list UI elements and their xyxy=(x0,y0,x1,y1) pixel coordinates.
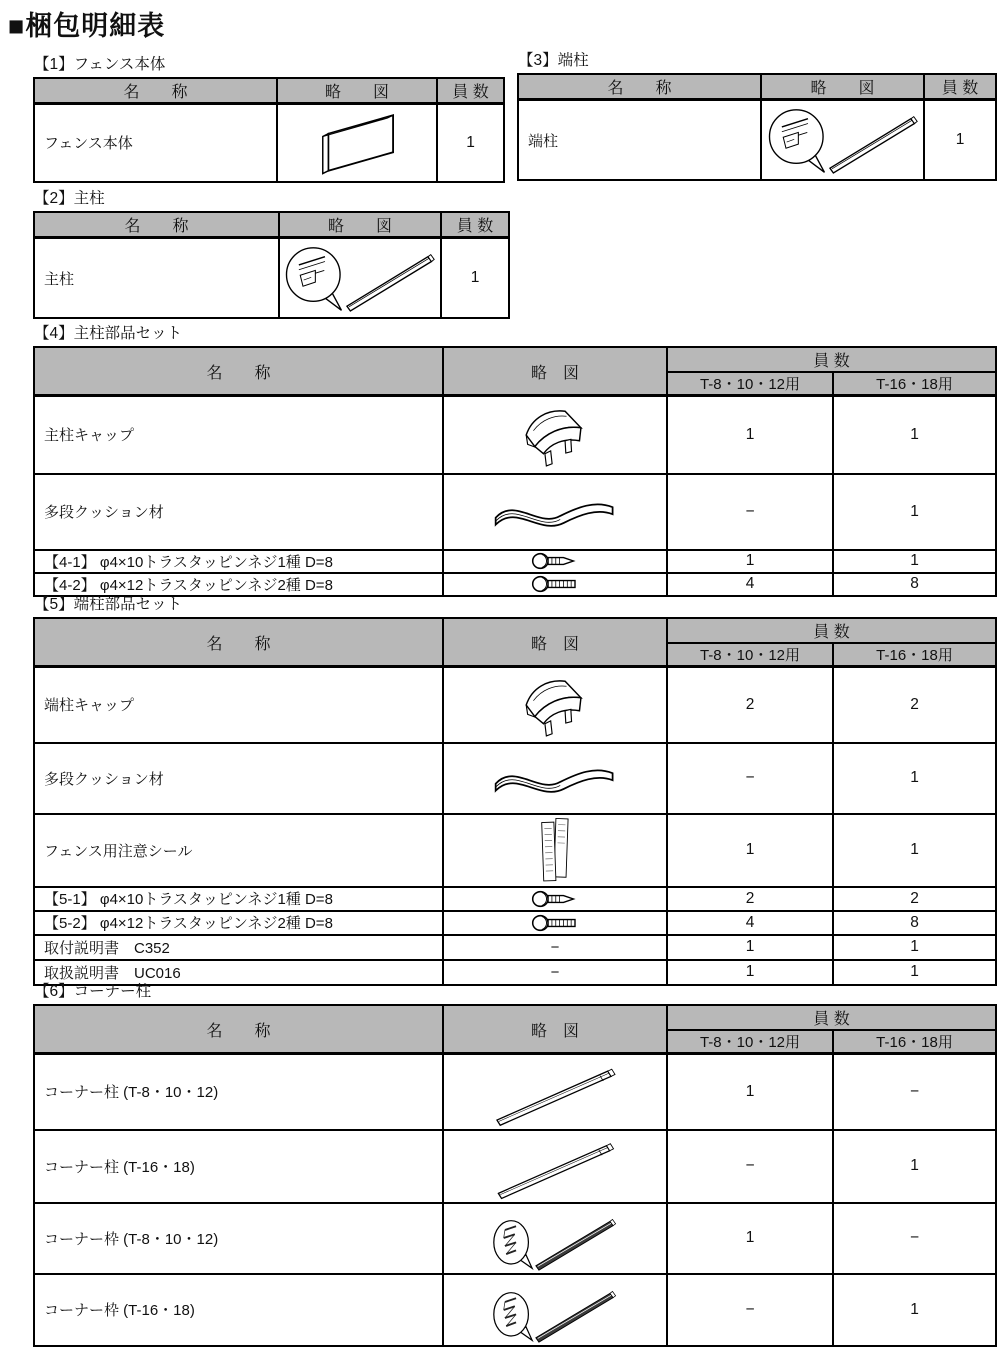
t1-header-qty: 員 数 xyxy=(437,78,504,104)
qty-cell: 4 xyxy=(667,573,833,596)
qty-cell: − xyxy=(667,743,833,814)
diagram-cell xyxy=(443,814,667,887)
t3-header-diagram: 略 図 xyxy=(761,74,924,100)
post-detail-icon xyxy=(764,101,922,179)
table-row xyxy=(34,238,509,319)
table-row xyxy=(34,743,996,814)
t1-header-name: 名 称 xyxy=(34,78,277,104)
diagram-cell xyxy=(443,1203,667,1274)
corner-post-icon xyxy=(480,1131,630,1201)
qty-cell: 1 xyxy=(667,814,833,887)
name-cell: 多段クッション材 xyxy=(34,743,443,814)
caution-sticker-icon xyxy=(534,815,577,885)
qty-cell: − xyxy=(667,1274,833,1346)
qty-cell: 1 xyxy=(667,1054,833,1130)
table-6 xyxy=(33,1004,997,1347)
table-row xyxy=(34,667,996,743)
t6-header-diagram: 略 図 xyxy=(443,1005,667,1054)
qty-cell: 1 xyxy=(437,104,504,182)
t5-header-qty-col1: T-8・10・12用 xyxy=(667,643,833,667)
cap-icon xyxy=(500,669,610,741)
diagram-cell xyxy=(443,743,667,814)
table-2 xyxy=(33,211,510,319)
t5-header-qty-col2: T-16・18用 xyxy=(833,643,996,667)
table-row xyxy=(34,960,996,985)
name-cell: フェンス用注意シール xyxy=(34,814,443,887)
qty-cell: 1 xyxy=(833,960,996,985)
qty-cell: 4 xyxy=(667,911,833,935)
cap-icon xyxy=(500,399,610,471)
t5-header-name: 名 称 xyxy=(34,618,443,667)
section-1-label: 【1】フェンス本体 xyxy=(34,56,166,73)
qty-cell: 2 xyxy=(667,667,833,743)
table-row xyxy=(34,474,996,550)
diagram-cell xyxy=(279,238,441,319)
t6-header-qty: 員 数 xyxy=(667,1005,996,1030)
qty-cell: 1 xyxy=(833,396,996,474)
qty-cell: − xyxy=(833,1203,996,1274)
diagram-cell xyxy=(443,396,667,474)
t1-header-diagram: 略 図 xyxy=(277,78,437,104)
name-cell: 取扱説明書 UC016 xyxy=(34,960,443,985)
section-1 xyxy=(33,56,505,183)
section-2 xyxy=(33,190,510,319)
table-row xyxy=(34,887,996,911)
name-cell: 主柱キャップ xyxy=(34,396,443,474)
table-5 xyxy=(33,617,997,986)
t3-header-name: 名 称 xyxy=(518,74,761,100)
qty-cell: 1 xyxy=(833,550,996,573)
section-6-label: 【6】コーナー柱 xyxy=(34,983,152,1000)
diagram-cell xyxy=(277,104,437,182)
qty-cell: − xyxy=(833,1054,996,1130)
qty-cell: 2 xyxy=(833,667,996,743)
qty-cell: 1 xyxy=(833,1274,996,1346)
name-cell: 【4-2】 φ4×12トラスタッピンネジ2種 D=8 xyxy=(34,573,443,596)
t4-header-name: 名 称 xyxy=(34,347,443,396)
t4-header-qty: 員 数 xyxy=(667,347,996,372)
diagram-cell xyxy=(443,550,667,573)
diagram-cell xyxy=(443,573,667,596)
name-cell: 【4-1】 φ4×10トラスタッピンネジ1種 D=8 xyxy=(34,550,443,573)
diagram-cell xyxy=(443,911,667,935)
table-row xyxy=(34,911,996,935)
diagram-cell xyxy=(443,1054,667,1130)
corner-frame-detail-icon xyxy=(480,1204,630,1272)
section-5 xyxy=(33,596,997,986)
diagram-cell xyxy=(443,1274,667,1346)
t6-header-qty-col1: T-8・10・12用 xyxy=(667,1030,833,1054)
qty-cell: 8 xyxy=(833,573,996,596)
table-row xyxy=(34,1203,996,1274)
qty-cell: 1 xyxy=(833,474,996,550)
cushion-icon xyxy=(485,488,625,536)
name-cell: 取付説明書 C352 xyxy=(34,935,443,960)
table-3 xyxy=(517,73,997,181)
name-cell: フェンス本体 xyxy=(34,104,277,182)
screw-type2-icon xyxy=(529,574,581,594)
section-4 xyxy=(33,325,997,597)
diagram-cell: − xyxy=(443,935,667,960)
table-row xyxy=(518,100,996,181)
name-cell: コーナー柱 (T-16・18) xyxy=(34,1130,443,1203)
t4-header-qty-col1: T-8・10・12用 xyxy=(667,372,833,396)
fence-panel-icon xyxy=(296,106,418,180)
section-5-label: 【5】端柱部品セット xyxy=(34,596,183,613)
corner-post-icon xyxy=(480,1056,630,1128)
qty-cell: 1 xyxy=(667,1203,833,1274)
page-title: ■梱包明細表 xyxy=(8,11,166,41)
section-6 xyxy=(33,983,997,1347)
table-row xyxy=(34,1054,996,1130)
screw-type2-icon xyxy=(529,913,581,933)
section-2-label: 【2】主柱 xyxy=(34,190,105,207)
table-row xyxy=(34,814,996,887)
t5-header-diagram: 略 図 xyxy=(443,618,667,667)
name-cell: コーナー柱 (T-8・10・12) xyxy=(34,1054,443,1130)
diagram-cell xyxy=(443,474,667,550)
cushion-icon xyxy=(485,754,625,802)
qty-cell: 1 xyxy=(441,238,509,319)
qty-cell: 1 xyxy=(667,935,833,960)
t6-header-qty-col2: T-16・18用 xyxy=(833,1030,996,1054)
qty-cell: 8 xyxy=(833,911,996,935)
qty-cell: − xyxy=(667,1130,833,1203)
table-row xyxy=(34,1274,996,1346)
diagram-cell xyxy=(443,1130,667,1203)
diagram-cell xyxy=(443,887,667,911)
t2-header-diagram: 略 図 xyxy=(279,212,441,238)
qty-cell: 1 xyxy=(833,935,996,960)
post-detail-icon xyxy=(281,239,439,317)
section-4-label: 【4】主柱部品セット xyxy=(34,325,183,342)
table-row xyxy=(34,1130,996,1203)
name-cell: 端柱キャップ xyxy=(34,667,443,743)
table-row xyxy=(34,550,996,573)
qty-cell: 1 xyxy=(833,1130,996,1203)
name-cell: コーナー枠 (T-8・10・12) xyxy=(34,1203,443,1274)
table-1 xyxy=(33,77,505,183)
qty-cell: 1 xyxy=(833,814,996,887)
table-row xyxy=(34,573,996,596)
section-3 xyxy=(517,52,997,181)
screw-type1-icon xyxy=(529,889,581,909)
qty-cell: 2 xyxy=(833,887,996,911)
name-cell: 【5-2】 φ4×12トラスタッピンネジ2種 D=8 xyxy=(34,911,443,935)
t4-header-diagram: 略 図 xyxy=(443,347,667,396)
section-3-label: 【3】端柱 xyxy=(518,52,589,69)
diagram-cell: − xyxy=(443,960,667,985)
screw-type1-icon xyxy=(529,551,581,571)
t3-header-qty: 員 数 xyxy=(924,74,996,100)
table-4 xyxy=(33,346,997,597)
qty-cell: 1 xyxy=(924,100,996,181)
name-cell: 端柱 xyxy=(518,100,761,181)
diagram-cell xyxy=(761,100,924,181)
table-row xyxy=(34,935,996,960)
t5-header-qty: 員 数 xyxy=(667,618,996,643)
diagram-cell xyxy=(443,667,667,743)
qty-cell: − xyxy=(667,474,833,550)
table-row xyxy=(34,396,996,474)
table-row xyxy=(34,104,504,182)
corner-frame-detail-icon xyxy=(480,1276,630,1344)
name-cell: 主柱 xyxy=(34,238,279,319)
t2-header-name: 名 称 xyxy=(34,212,279,238)
qty-cell: 2 xyxy=(667,887,833,911)
qty-cell: 1 xyxy=(667,396,833,474)
name-cell: 多段クッション材 xyxy=(34,474,443,550)
qty-cell: 1 xyxy=(833,743,996,814)
t2-header-qty: 員 数 xyxy=(441,212,509,238)
name-cell: 【5-1】 φ4×10トラスタッピンネジ1種 D=8 xyxy=(34,887,443,911)
t6-header-name: 名 称 xyxy=(34,1005,443,1054)
name-cell: コーナー枠 (T-16・18) xyxy=(34,1274,443,1346)
qty-cell: 1 xyxy=(667,960,833,985)
qty-cell: 1 xyxy=(667,550,833,573)
t4-header-qty-col2: T-16・18用 xyxy=(833,372,996,396)
